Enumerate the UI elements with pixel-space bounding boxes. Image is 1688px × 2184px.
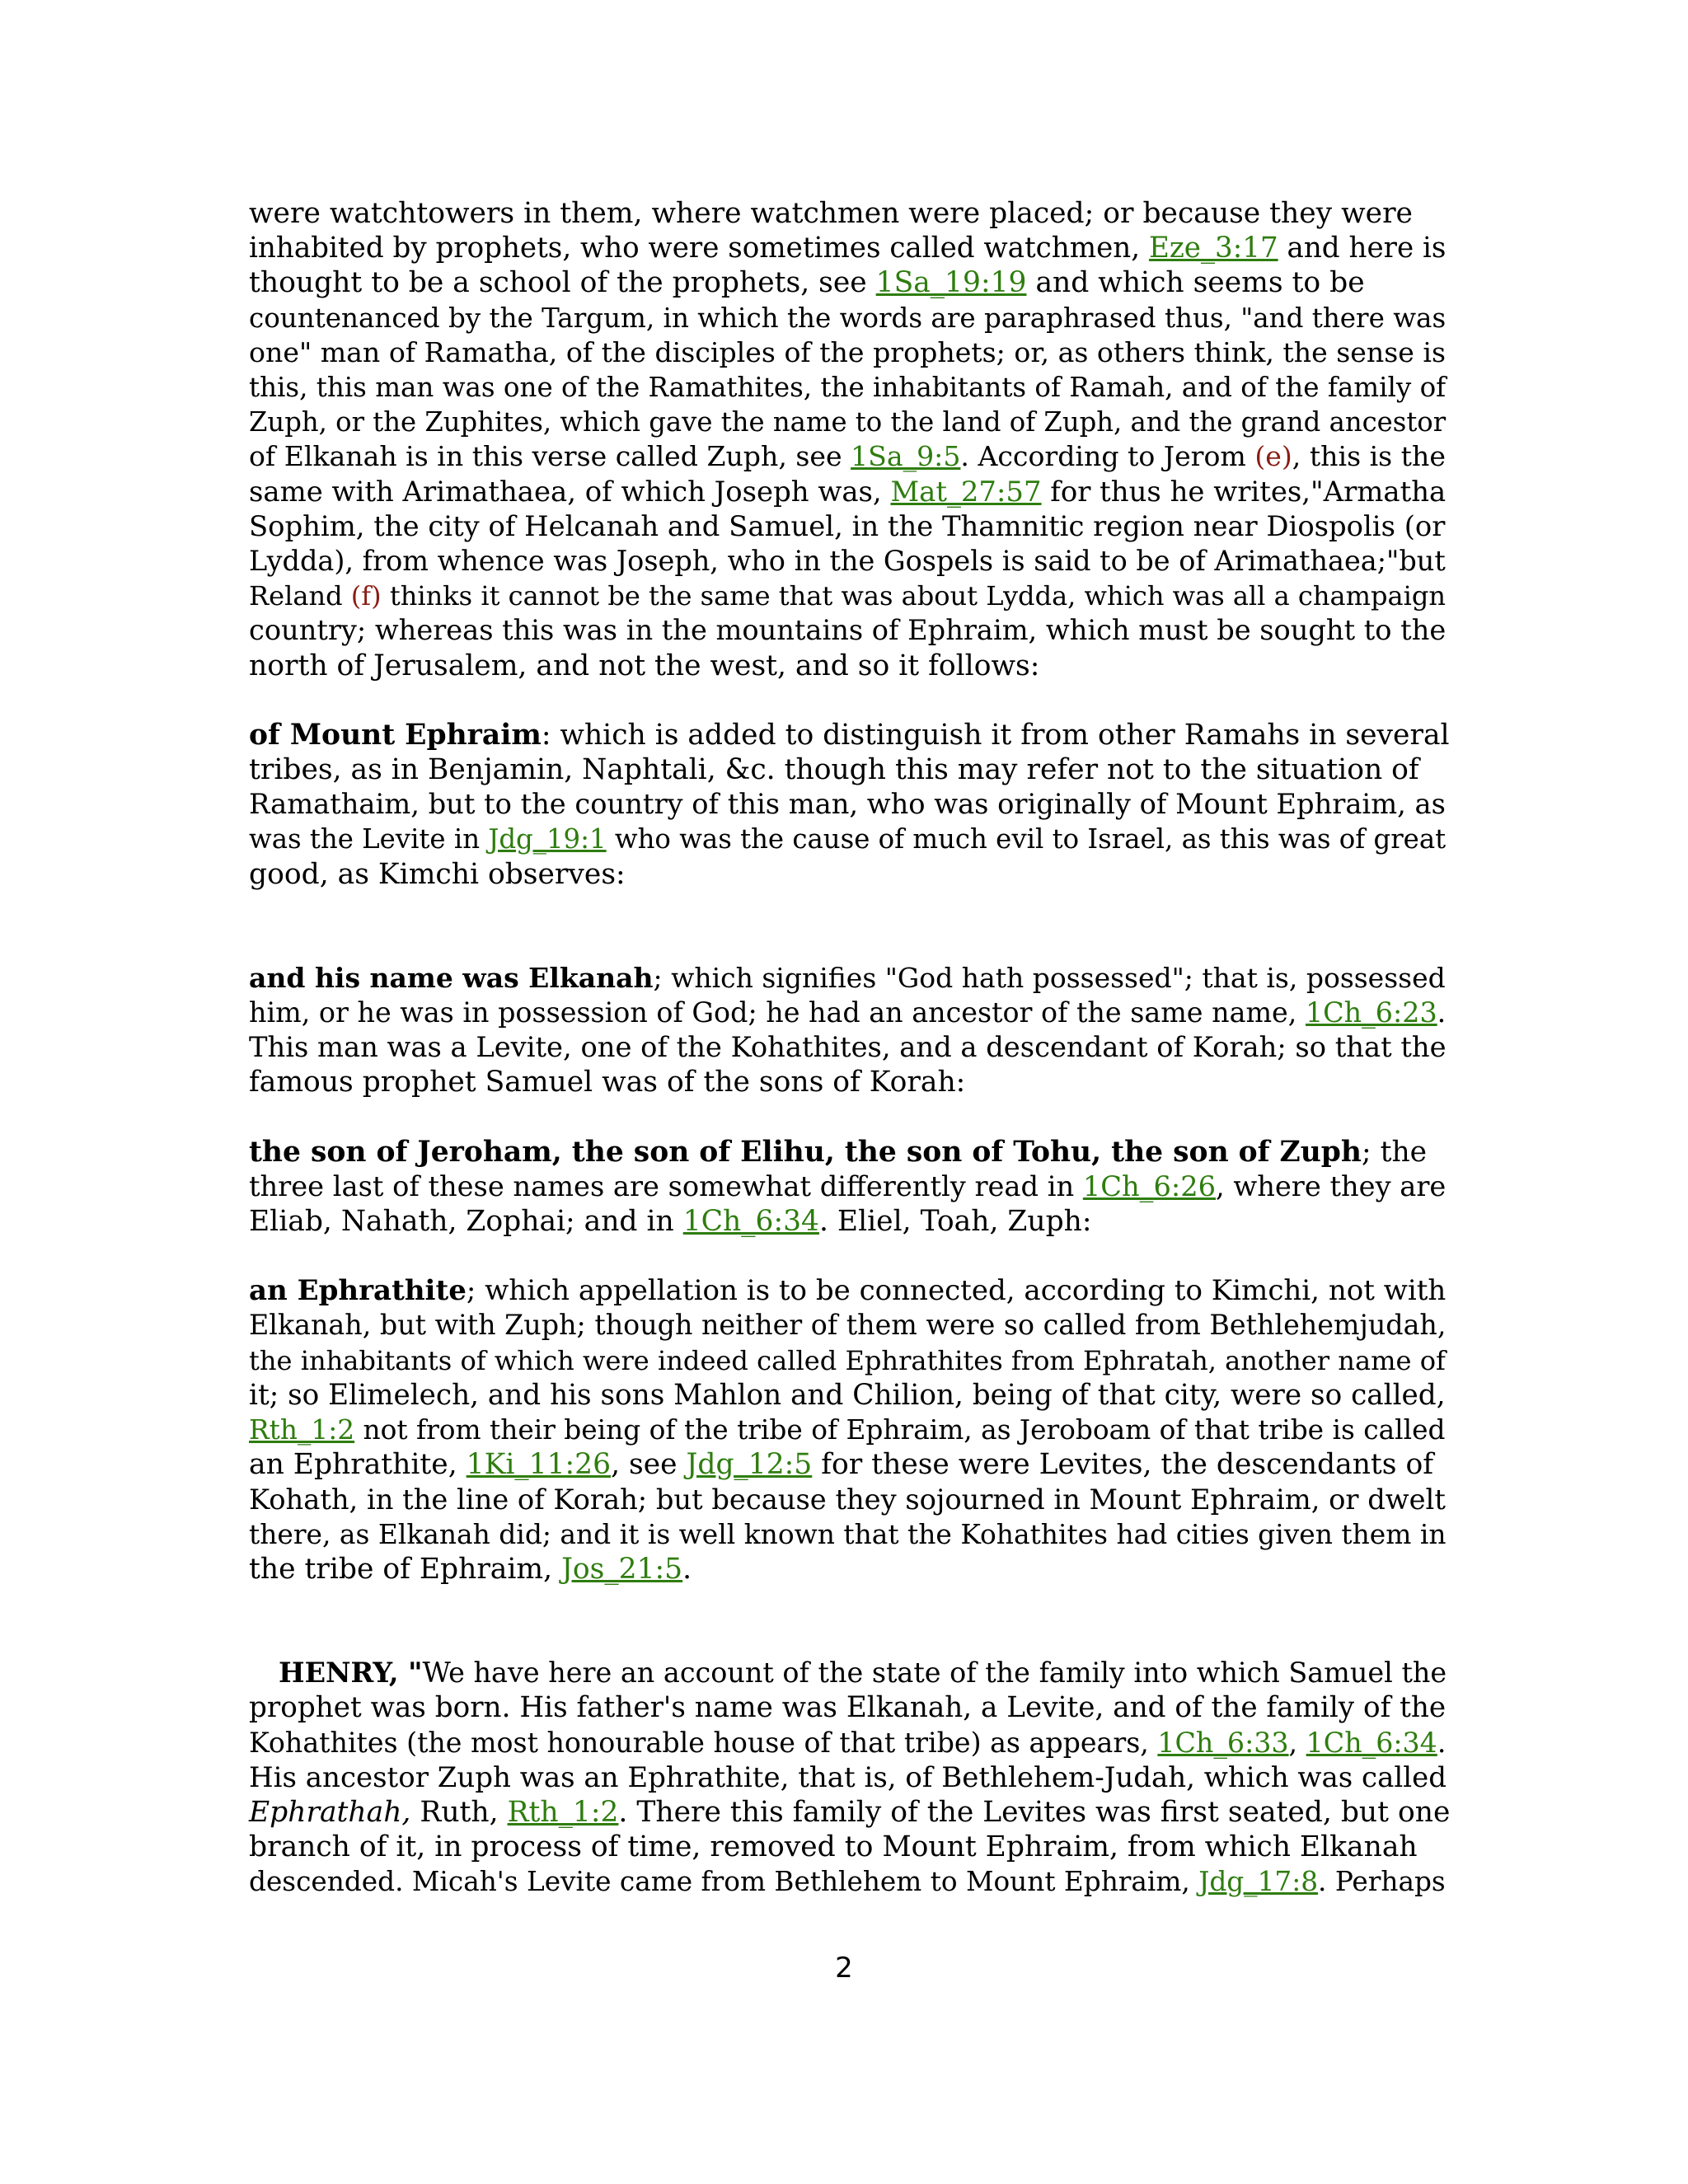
text-line — [249, 335, 1452, 370]
text-run: were watchtowers in them, where watchmen were placed; or because they were — [249, 197, 1413, 230]
text-run: , see — [611, 1448, 687, 1482]
text-run: three last of these names are somewhat differently read in — [249, 1169, 1083, 1202]
text-run: . — [682, 1552, 692, 1586]
text-run: ; which signifies "God hath possessed"; that is, possessed — [653, 961, 1446, 994]
scripture-link-jdg-12-5[interactable]: Jdg_12:5 — [686, 1448, 813, 1482]
text-run: , this is the — [1292, 440, 1446, 473]
text-line — [249, 1065, 1452, 1099]
text-line — [249, 439, 1452, 474]
scripture-link-jos-21-5[interactable]: Jos_21:5 — [561, 1552, 683, 1586]
text-line — [249, 1204, 1452, 1239]
scripture-link-1ki-11-26[interactable]: 1Ki_11:26 — [466, 1448, 612, 1482]
text-run: the tribe of Ephraim, — [249, 1552, 562, 1586]
scripture-link-jdg-17-8[interactable]: Jdg_17:8 — [1198, 1866, 1319, 1898]
text-line — [249, 857, 1452, 892]
text-run: This man was a Levite, one of the Kohathites, and a descendant of Korah; so that the — [249, 1031, 1447, 1064]
paragraph-mount-ephraim — [249, 718, 1452, 892]
text-line — [249, 1552, 1452, 1586]
text-run: Ramathaim, but to the country of this man, who was originally of Mount Ephraim, as — [249, 788, 1446, 821]
text-run: ; the — [1362, 1135, 1428, 1169]
scripture-link-1ch-6-23[interactable]: 1Ch_6:23 — [1305, 996, 1437, 1029]
text-line — [249, 1169, 1452, 1204]
text-run: was the Levite in — [249, 823, 489, 855]
text-run: . Eliel, Toah, Zuph: — [819, 1205, 1092, 1239]
text-run: it; so Elimelech, and his sons Mahlon and Chilion, being of that city, were so called, — [249, 1378, 1446, 1412]
text-run: good, as Kimchi observes: — [249, 857, 626, 891]
text-run: countenanced by the Targum, in which the words are paraphrased thus, "and there was — [249, 302, 1447, 334]
text-line — [249, 1864, 1452, 1899]
text-line — [249, 822, 1452, 856]
paragraph-spacer — [249, 1239, 1452, 1273]
text-run: , where they are — [1216, 1169, 1447, 1202]
text-run: for these were Levites, the descendants of — [812, 1448, 1433, 1482]
lemma-heading: the son of Jeroham, the son of Elihu, the son of Tohu, the son of Zuph — [249, 1135, 1362, 1169]
text-run: Eliab, Nahath, Zophai; and in — [249, 1205, 683, 1239]
text-run: descended. Micah's Levite came from Bethlehem to Mount Ephraim, — [249, 1866, 1199, 1898]
text-run: thinks it cannot be the same that was about Lydda, which was all a champaign — [381, 580, 1447, 612]
scripture-link-1ch-6-34[interactable]: 1Ch_6:34 — [1306, 1726, 1437, 1759]
text-line — [249, 1030, 1452, 1065]
text-run: and which seems to be — [1026, 266, 1365, 300]
text-line — [249, 961, 1452, 996]
paragraph-spacer — [249, 683, 1452, 718]
text-run: We have here an account of the state of the family into which Samuel the — [422, 1657, 1447, 1690]
text-line — [249, 1343, 1452, 1378]
text-run: an Ephrathite, — [249, 1448, 467, 1482]
scripture-link-1ch-6-33[interactable]: 1Ch_6:33 — [1157, 1726, 1289, 1759]
text-run: thought to be a school of the prophets, see — [249, 266, 876, 300]
footnote-marker-f[interactable]: (f) — [350, 580, 382, 612]
text-run: same with Arimathaea, of which Joseph was, — [249, 475, 891, 508]
paragraph-elkanah — [249, 961, 1452, 1100]
text-run: . According to Jerom — [960, 440, 1255, 473]
commentator-name: HENRY, " — [279, 1657, 423, 1690]
text-run: not from their being of the tribe of Ephraim, as Jeroboam of that tribe is called — [354, 1414, 1446, 1446]
text-line — [249, 509, 1452, 544]
text-line — [249, 787, 1452, 822]
scripture-link-1sa-9-5[interactable]: 1Sa_9:5 — [851, 440, 961, 473]
text-line — [249, 1413, 1452, 1447]
text-line — [249, 579, 1452, 613]
text-run: Lydda), from whence was Joseph, who in the Gospels is said to be of Arimathaea;"but — [249, 545, 1446, 578]
commentary-body — [249, 196, 1452, 1900]
text-line — [249, 1760, 1452, 1795]
page-number: 2 — [835, 1952, 853, 1985]
text-line — [249, 1378, 1452, 1413]
text-line — [249, 475, 1452, 509]
text-run: ; which appellation is to be connected, according to Kimchi, not with — [466, 1274, 1447, 1308]
text-run: him, or he was in possession of God; he had an ancestor of the same name, — [249, 996, 1306, 1029]
text-run: . — [1437, 996, 1447, 1029]
text-run: this, this man was one of the Ramathites, the inhabitants of Ramah, and of the family of — [249, 372, 1447, 404]
text-line — [249, 996, 1452, 1030]
paragraph-spacer — [249, 1100, 1452, 1135]
text-line — [249, 196, 1452, 231]
text-run: Sophim, the city of Helcanah and Samuel, in the Thamnitic region near Diospolis (or — [249, 509, 1446, 542]
text-line — [249, 1135, 1452, 1169]
text-run: for thus he writes,"Armatha — [1041, 475, 1447, 508]
paragraph-spacer — [249, 1586, 1452, 1656]
text-run: famous prophet Samuel was of the sons of Korah: — [249, 1066, 966, 1099]
text-run: the inhabitants of which were indeed called Ephrathites from Ephratah, another name of — [249, 1344, 1446, 1376]
text-line — [249, 1656, 1452, 1690]
text-line — [249, 1726, 1452, 1760]
text-line — [249, 301, 1452, 335]
text-run: Reland — [249, 580, 351, 612]
lemma-heading: and his name was Elkanah — [249, 961, 654, 994]
text-run: of Elkanah is in this verse called Zuph, see — [249, 440, 851, 473]
scripture-link-1ch-6-34[interactable]: 1Ch_6:34 — [682, 1205, 819, 1239]
paragraph-henry — [249, 1656, 1452, 1899]
text-run: Elkanah, but with Zuph; though neither of them were so called from Bethlehemjudah, — [249, 1309, 1447, 1342]
text-line — [249, 1308, 1452, 1343]
paragraph-spacer — [249, 892, 1452, 961]
text-run: prophet was born. His father's name was Elkanah, a Levite, and of the family of the — [249, 1691, 1447, 1725]
text-line — [249, 1795, 1452, 1830]
text-run: , — [1288, 1726, 1306, 1759]
text-line — [249, 1447, 1452, 1482]
scripture-link-jdg-19-1[interactable]: Jdg_19:1 — [488, 823, 607, 855]
scripture-link-1sa-19-19[interactable]: 1Sa_19:19 — [875, 266, 1027, 300]
text-run: Kohathites (the most honourable house of that tribe) as appears, — [249, 1726, 1158, 1759]
paragraph-ephrathite — [249, 1273, 1452, 1586]
text-line — [249, 544, 1452, 579]
text-run: one" man of Ramatha, of the disciples of the prophets; or, as others think, the sense is — [249, 335, 1447, 368]
text-run: . There this family of the Levites was first seated, but one — [618, 1795, 1451, 1829]
text-run: branch of it, in process of time, removed to Mount Ephraim, from which Elkanah — [249, 1830, 1418, 1864]
text-line — [249, 1690, 1452, 1725]
text-run: : which is added to distinguish it from other Ramahs in several — [541, 718, 1450, 752]
paragraph-ramathaim-continued — [249, 196, 1452, 683]
text-line — [249, 1517, 1452, 1552]
text-run: country; whereas this was in the mountains of Ephraim, which must be sought to the — [249, 614, 1447, 647]
text-run: who was the cause of much evil to Israel, as this was of great — [606, 823, 1447, 855]
text-run: there, as Elkanah did; and it is well known that the Kohathites had cities given them in — [249, 1517, 1447, 1550]
text-run: north of Jerusalem, and not the west, and so it follows: — [249, 649, 1040, 682]
scripture-link-eze-3-17[interactable]: Eze_3:17 — [1148, 232, 1278, 265]
text-run: Ruth, — [410, 1795, 508, 1829]
text-line — [249, 718, 1452, 752]
text-line — [249, 1483, 1452, 1517]
scripture-link-rth-1-2[interactable]: Rth_1:2 — [249, 1414, 355, 1446]
text-line — [249, 649, 1452, 683]
text-run: and here is — [1278, 232, 1447, 265]
lemma-heading: an Ephrathite — [249, 1274, 467, 1308]
text-line — [249, 405, 1452, 439]
text-line — [249, 265, 1452, 300]
scripture-link-mat-27-57[interactable]: Mat_27:57 — [890, 475, 1042, 508]
text-line — [249, 370, 1452, 405]
text-line — [249, 1273, 1452, 1308]
footnote-marker-e[interactable]: (e) — [1254, 440, 1292, 473]
text-line — [249, 613, 1452, 648]
text-run: . Perhaps — [1318, 1866, 1446, 1898]
text-line — [249, 231, 1452, 265]
scripture-link-1ch-6-26[interactable]: 1Ch_6:26 — [1082, 1169, 1217, 1202]
text-run: inhabited by prophets, who were sometimes called watchmen, — [249, 232, 1149, 265]
paragraph-genealogy — [249, 1135, 1452, 1240]
text-line — [249, 752, 1452, 787]
text-run: Zuph, or the Zuphites, which gave the name to the land of Zuph, and the grand ancestor — [249, 406, 1447, 438]
text-run: . — [1437, 1726, 1447, 1759]
text-run: His ancestor Zuph was an Ephrathite, that is, of Bethlehem-Judah, which was called — [249, 1760, 1447, 1794]
scripture-link-rth-1-2[interactable]: Rth_1:2 — [507, 1795, 619, 1829]
text-run: Kohath, in the line of Korah; but because they sojourned in Mount Ephraim, or dwelt — [249, 1483, 1446, 1516]
text-line — [249, 1830, 1452, 1864]
text-run: tribes, as in Benjamin, Naphtali, &c. though this may refer not to the situation of — [249, 753, 1419, 787]
lemma-heading: of Mount Ephraim — [249, 718, 542, 752]
italic-term: Ephrathah, — [249, 1795, 411, 1829]
